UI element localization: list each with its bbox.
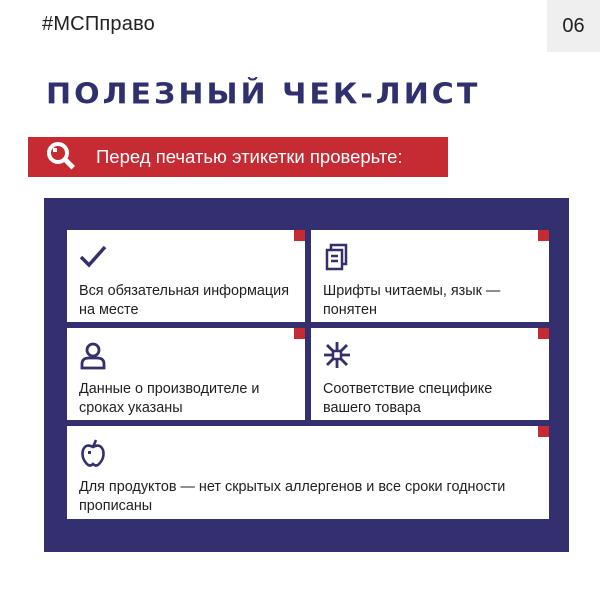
corner-marker <box>294 230 305 241</box>
banner-text: Перед печатью этикетки проверьте: <box>96 146 403 167</box>
corner-marker <box>538 426 549 437</box>
page-title: ПОЛЕЗНЫЙ ЧЕК-ЛИСТ <box>46 78 481 112</box>
checklist-text: Для продуктов — нет скрытых аллергенов и все сроки годности прописаны <box>79 479 506 514</box>
apple-icon <box>78 438 108 468</box>
checklist-card-required-info <box>67 230 305 322</box>
checklist-text: Соответствие специфике вашего товара <box>323 381 493 416</box>
hashtag: #МСПправо <box>42 13 156 35</box>
sparkle-icon <box>322 340 352 370</box>
checklist-text: Вся обязательная информация на месте <box>79 283 289 318</box>
checkmark-icon <box>78 242 108 272</box>
checklist-text: Шрифты читаемы, язык — понятен <box>323 283 501 318</box>
checklist-card-manufacturer <box>67 328 305 420</box>
corner-marker <box>538 230 549 241</box>
instruction-banner <box>28 137 448 177</box>
corner-marker <box>538 328 549 339</box>
corner-marker <box>294 328 305 339</box>
search-icon <box>44 137 84 177</box>
person-icon <box>78 340 108 370</box>
document-icon <box>322 242 352 272</box>
checklist-card-fonts <box>311 230 549 322</box>
checklist-card-product-specific <box>311 328 549 420</box>
page-number: 06 <box>547 0 600 52</box>
checklist-card-food <box>67 426 549 519</box>
checklist-text: Данные о производителе и сроках указаны <box>79 381 260 416</box>
checklist-panel <box>44 198 569 552</box>
